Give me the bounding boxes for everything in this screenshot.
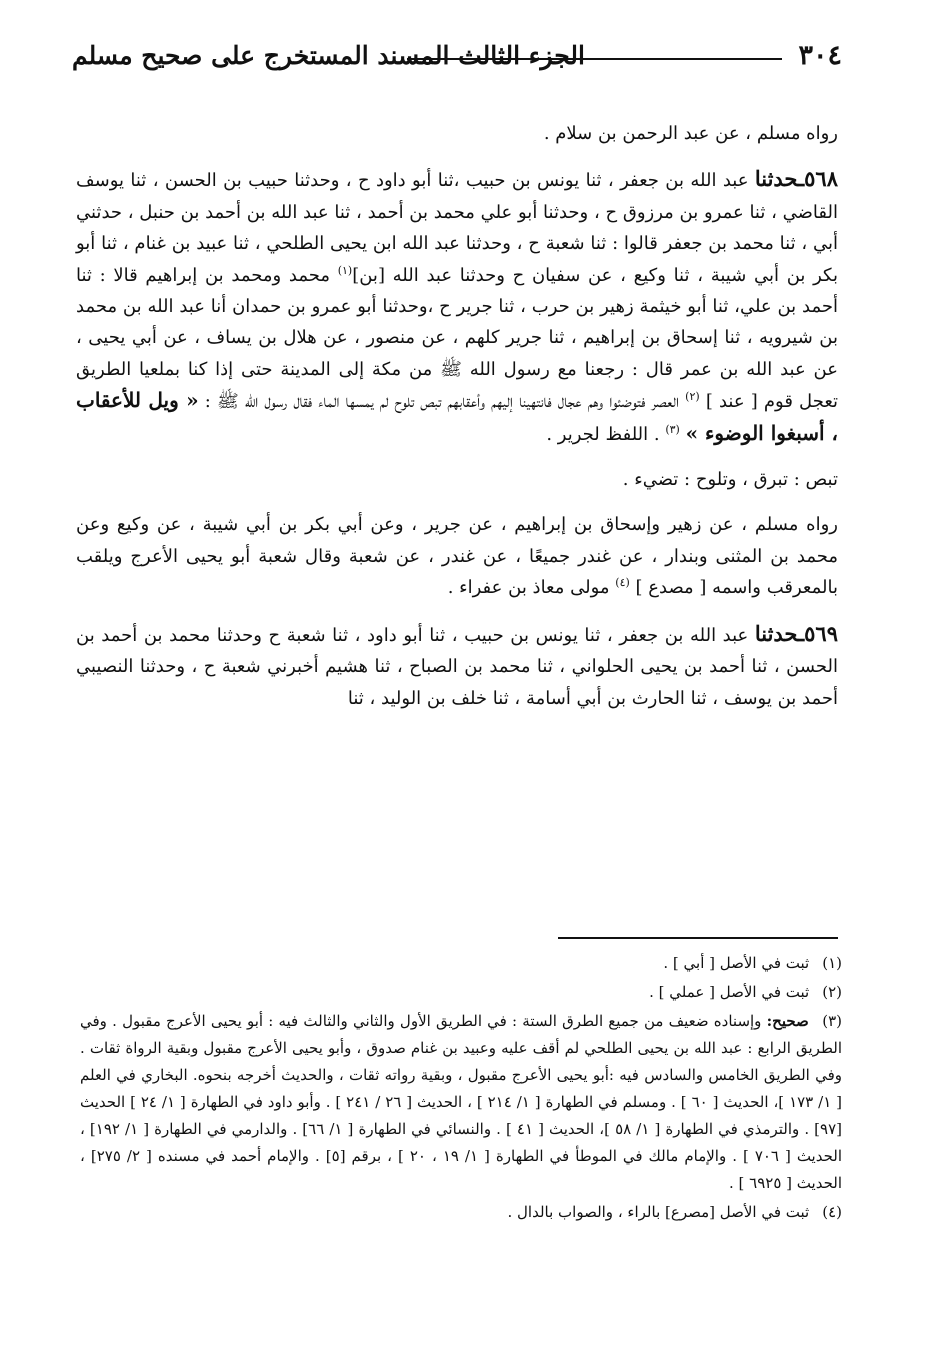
main-text: [76, 118, 838, 728]
page-number: ٣٠٤: [798, 40, 842, 71]
footnote-number: (١): [822, 954, 842, 972]
hadith-568: [76, 163, 838, 450]
footnote-2: [80, 979, 842, 1006]
hadith-text: . اللفظ لجرير .: [546, 423, 666, 445]
footnote-ref-4: (٤): [615, 576, 630, 590]
hadith-quote: « ويل للأعقاب ، أسبغوا الوضوء »: [76, 388, 838, 445]
footnote-text: ثبت في الأصل [مصرع] بالراء ، والصواب بالدال .: [507, 1203, 810, 1221]
paragraph-text: مولى معاذ بن عفراء .: [447, 577, 616, 599]
footnote-separator: [558, 937, 838, 939]
page-header: [72, 36, 842, 80]
hadith-569: [76, 618, 838, 714]
paragraph-riwaya-1: [76, 118, 838, 149]
footnote-number: (٣): [822, 1012, 842, 1030]
hadith-text: عبد الله بن جعفر ، ثنا يونس بن حبيب ، ثنا أبو داود ، ثنا شعبة ح وحدثنا محمد بن أحمد بن الحسن ، ثنا أحمد بن يحيى الحلواني ، ثنا محمد بن الصباح ، ثنا هشيم أخبرني شعبة ح ، وحدثنا النصيبي أحمد بن يوسف ، ثنا الحارث بن أبي أسامة ، ثنا خلف بن الوليد ، ثنا: [76, 624, 838, 709]
footnote-3: [80, 1008, 842, 1197]
hadith-text: محمد ومحمد بن إبراهيم قالا : ثنا أحمد بن علي، ثنا أبو خيثمة زهير بن حرب ، ثنا جرير ح ،وحدثنا أبو عمرو بن حمدان أنا عبد الله بن محمد بن شيرويه ، ثنا إسحاق بن إبراهيم ، ثنا جرير كلهم ، عن منصور ، عن هلال بن يساف ، عن أبي يحيى ، عن عبد الله بن عمر قال : رجعنا مع رسول الله ﷺ من مكة إلى المدينة حتى إذا كنا بملعيا الطريق تعجل قوم [ عند ]: [76, 264, 839, 413]
footnote-text: ثبت في الأصل [ عملي ] .: [649, 983, 810, 1001]
hadith-number: ٥٦٨ـ: [798, 166, 838, 192]
paragraph-text: تبص : تبرق ، وتلوح : تضيء .: [622, 469, 838, 491]
paragraph-gloss: [76, 464, 838, 495]
hadith-text: عبد الله بن جعفر ، ثنا يونس بن حبيب ،ثنا أبو داود ح ، وحدثنا حبيب بن الحسن ، ثنا يوسف القاضي ، ثنا عمرو بن مرزوق ح ، وحدثنا أبو علي محمد بن أحمد ، ثنا عبد الله بن أحمد بن حنبل ، حدثني أبي ، ثنا محمد بن جعفر قالوا : ثنا شعبة ح ، وحدثنا عبد الله ابن يحيى الطلحي ، ثنا عبيد بن غنام ، ثنا أبو بكر بن أبي شيبة ، ثنا وكيع ، عن سفيان ح وحدثنا عبد الله [بن]: [76, 170, 838, 286]
running-title: الجزء الثالث المسند المستخرج على صحيح مسلم: [72, 41, 585, 70]
paragraph-text: رواه مسلم ، عن عبد الرحمن بن سلام .: [543, 123, 838, 144]
hadith-label: حدثنا: [754, 166, 798, 192]
paragraph-riwaya-2: [76, 509, 838, 603]
footnote-1: [80, 950, 842, 977]
footnote-grade-label: صحيح:: [766, 1012, 809, 1030]
footnote-number: (٢): [822, 983, 842, 1001]
hadith-number: ٥٦٩ـ: [798, 620, 838, 646]
paragraph-text: رواه مسلم ، عن زهير وإسحاق بن إبراهيم ، عن جرير ، وعن أبي بكر بن أبي شيبة ، عن وكيع وعن محمد بن المثنى وبندار ، عن غندر جميعًا ، عن غندر ، عن شعبة وقال شعبة أبو يحيى الأعرج ويلقب بالمعرقب واسمه [ مصدع ]: [76, 514, 838, 599]
footnote-number: (٤): [822, 1203, 842, 1221]
footnote-ref-2: (٢): [685, 390, 700, 404]
footnote-text: وإسناده ضعيف من جميع الطرق الستة : في الطريق الأول والثاني والثالث فيه : أبو يحيى الأعرج مقبول . وفي الطريق الرابع : عبد الله بن يحيى الطلحي لم أقف عليه وعبيد بن غنام صدوق ، وأبو يحيى الأعرج مقبول وبقية الرواة ثقات . وفي الطريق الخامس والسادس فيه :أبو يحيى الأعرج مقبول ، وبقية رواته ثقات ، والحديث أخرجه بنحوه. البخاري في العلم [ ١/ ١٧٣ ]، الحديث [ ٦٠ ] . ومسلم في الطهارة [ ١/ ٢١٤ ] ، الحديث [ ٢٦ / ٢٤١ ] . وأبو داود في الطهارة [ ١/ ٢٤ ] الحديث [٩٧] . والترمذي في الطهارة [ ١/ ٥٨ ]، الحديث [ ٤١ ] . والنسائي في الطهارة [ ١/ ٦٦] . والدارمي في الطهارة [ ١/ ١٩٢] ، الحديث [ ٧٠٦ ] . والإمام مالك في الموطأ في الطهارة [ ١/ ١٩ ، ٢٠ ] ، برقم [٥] . والإمام أحمد في مسنده [ ٢/ ٢٧٥] ، الحديث [ ٦٩٢٥ ] .: [80, 1012, 843, 1192]
footnote-4: [80, 1199, 842, 1226]
footnotes: [80, 950, 842, 1228]
footnote-ref-3: (٣): [665, 422, 680, 436]
hadith-text: العصر فتوضئوا وهم عجال فانتهينا إليهم وأعقابهم تبص تلوح لم يمسها الماء فقال رسول الله ﷺ :: [198, 391, 686, 413]
footnote-ref-1: (١): [337, 263, 353, 277]
footnote-text: ثبت في الأصل [ أبي ] .: [663, 954, 810, 972]
hadith-label: حدثنا: [754, 620, 798, 646]
